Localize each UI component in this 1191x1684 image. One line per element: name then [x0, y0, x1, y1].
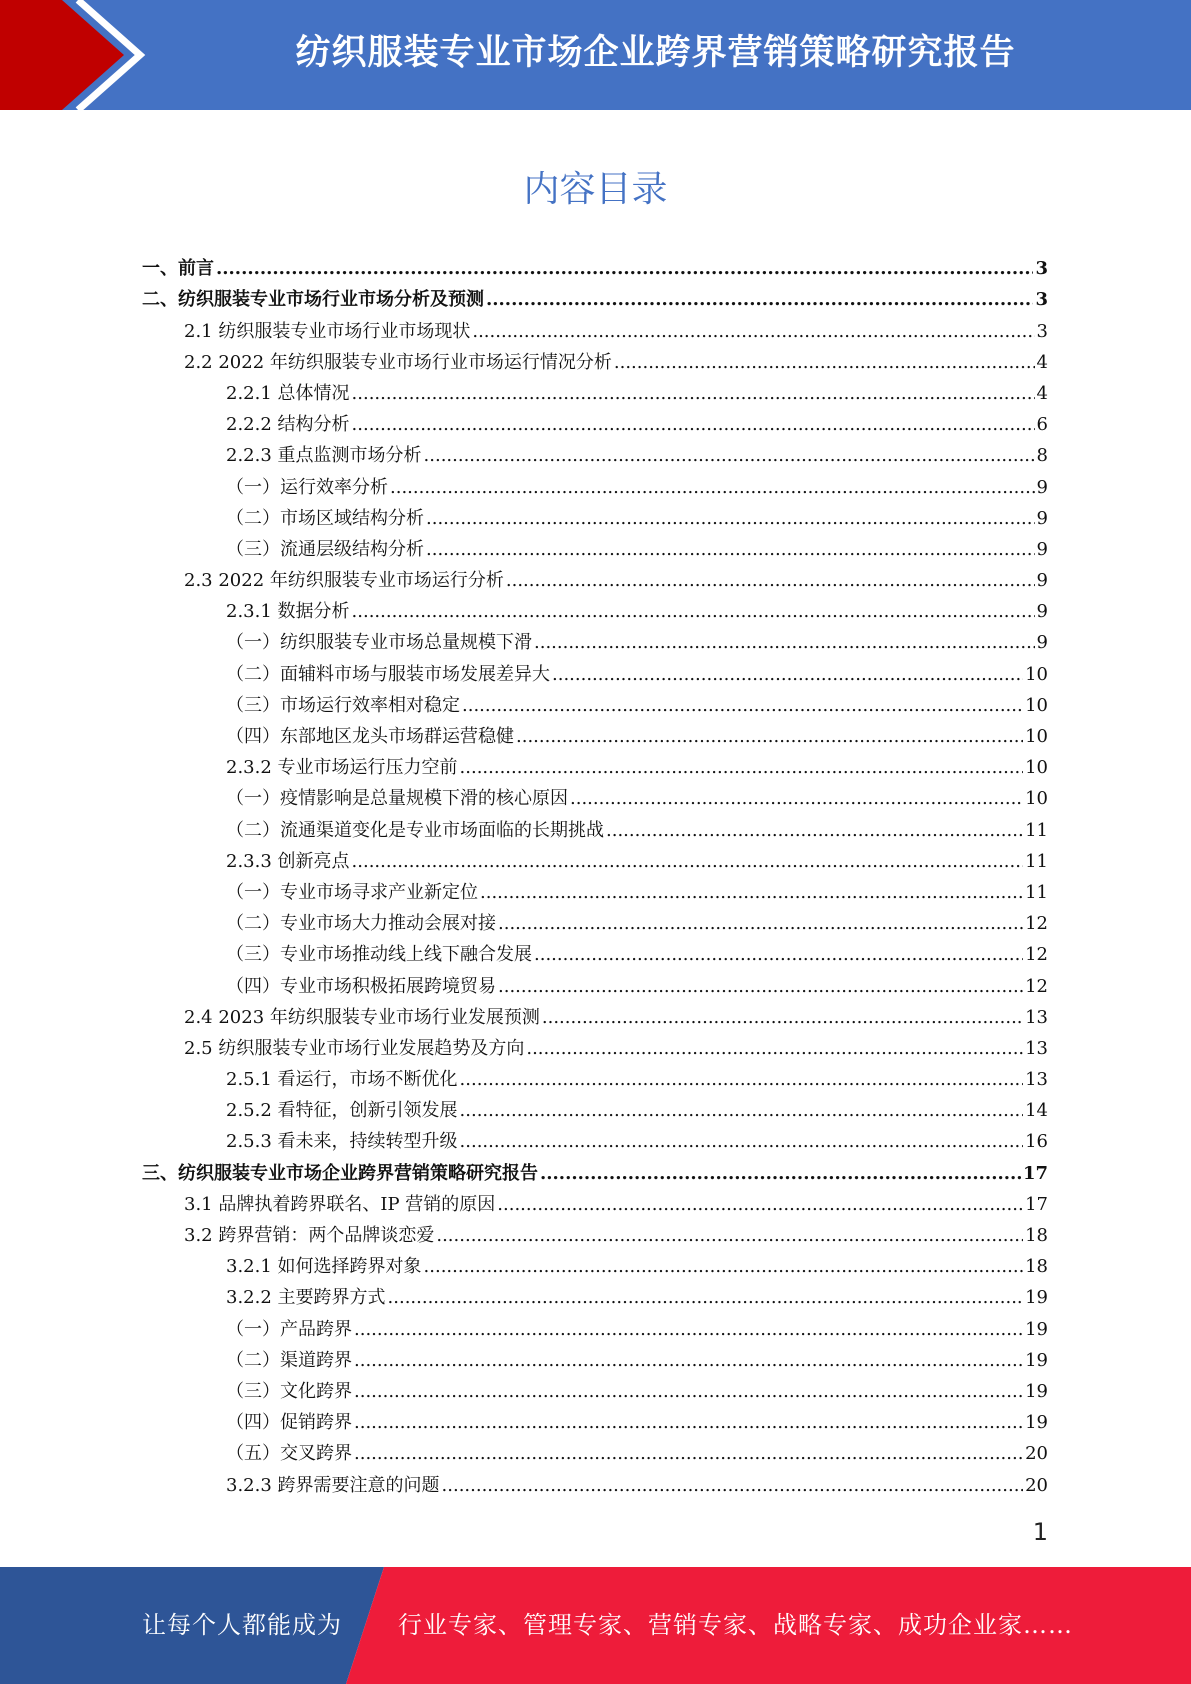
toc-dot-leader [534, 627, 1035, 658]
toc-entry-text: 3.2.1 如何选择跨界对象 [226, 1256, 422, 1278]
toc-entry-page: 3 [1036, 320, 1048, 342]
toc-dot-leader [460, 752, 1024, 783]
toc-entry-text: （三）流通层级结构分析 [226, 538, 424, 560]
toc-dot-leader [388, 1282, 1024, 1313]
toc-entry[interactable] [142, 347, 1048, 378]
toc-entry-text: （二）渠道跨界 [226, 1349, 352, 1371]
toc-entry-page: 14 [1025, 1100, 1048, 1122]
toc-entry[interactable] [142, 1189, 1048, 1220]
toc-dot-leader [424, 440, 1035, 471]
toc-dot-leader [352, 409, 1035, 440]
toc-dot-leader [552, 659, 1023, 690]
toc-entry-text: 三、纺织服装专业市场企业跨界营销策略研究报告 [142, 1162, 538, 1184]
toc-dot-leader [460, 1126, 1024, 1157]
toc-entry[interactable] [142, 315, 1048, 346]
toc-entry-text: 3.1 品牌执着跨界联名、IP 营销的原因 [184, 1193, 496, 1215]
toc-entry[interactable] [142, 1157, 1048, 1188]
toc-entry-text: 2.5.2 看特征，创新引领发展 [226, 1100, 458, 1122]
toc-entry-page: 12 [1025, 913, 1048, 935]
toc-entry[interactable] [142, 1064, 1048, 1095]
toc-entry-page: 10 [1025, 726, 1048, 747]
toc-entry[interactable] [142, 627, 1048, 658]
toc-entry-page: 11 [1025, 819, 1048, 841]
toc-entry-page: 19 [1025, 1380, 1048, 1402]
toc-entry[interactable] [142, 752, 1048, 783]
toc-entry[interactable] [142, 1002, 1048, 1033]
toc-dot-leader [352, 596, 1035, 627]
toc-entry[interactable] [142, 1282, 1048, 1313]
toc-entry-page: 9 [1036, 570, 1048, 592]
toc-entry-text: （三）市场运行效率相对稳定 [226, 694, 460, 716]
toc-entry-page: 4 [1036, 351, 1048, 373]
toc-entry-text: （一）纺织服装专业市场总量规模下滑 [226, 632, 532, 654]
toc-dot-leader [460, 1095, 1024, 1126]
toc-entry[interactable] [142, 440, 1048, 471]
toc-entry-page: 13 [1025, 1006, 1048, 1028]
toc-entry-text: 2.3 2022 年纺织服装专业市场运行分析 [184, 570, 504, 592]
toc-entry-text: 2.2.1 总体情况 [226, 382, 350, 404]
toc-entry-text: （二）市场区域结构分析 [226, 507, 424, 529]
toc-entry-page: 8 [1036, 445, 1048, 467]
toc-dot-leader [614, 347, 1035, 378]
toc-entry-page: 19 [1025, 1318, 1048, 1340]
toc-dot-leader [354, 1314, 1023, 1345]
toc-entry[interactable] [142, 378, 1048, 409]
toc-entry[interactable] [142, 1095, 1048, 1126]
toc-entry-text: 2.3.3 创新亮点 [226, 850, 350, 872]
toc-entry-page: 9 [1036, 507, 1048, 529]
toc-entry-page: 9 [1036, 538, 1048, 560]
toc-dot-leader [516, 721, 1023, 752]
toc-entry-page: 16 [1025, 1131, 1048, 1153]
page-footer-banner [0, 1567, 1191, 1684]
toc-entry-page: 9 [1036, 632, 1048, 654]
toc-entry[interactable] [142, 908, 1048, 939]
toc-entry-text: 2.5 纺织服装专业市场行业发展趋势及方向 [184, 1037, 525, 1059]
toc-entry-page: 18 [1025, 1256, 1048, 1278]
toc-entry-text: 2.2.3 重点监测市场分析 [226, 445, 422, 467]
toc-entry-page: 4 [1036, 382, 1048, 404]
toc-entry[interactable] [142, 814, 1048, 845]
toc-entry[interactable] [142, 565, 1048, 596]
toc-entry[interactable] [142, 284, 1048, 315]
toc-entry-text: 2.1 纺织服装专业市场行业市场现状 [184, 320, 471, 342]
toc-entry-text: 3.2 跨界营销：两个品牌谈恋爱 [184, 1225, 435, 1246]
toc-entry-page: 9 [1036, 601, 1048, 623]
toc-entry[interactable] [142, 1251, 1048, 1282]
toc-entry[interactable] [142, 471, 1048, 502]
toc-entry-text: （四）东部地区龙头市场群运营稳健 [226, 726, 514, 747]
toc-dot-leader [352, 378, 1035, 409]
toc-entry[interactable] [142, 939, 1048, 970]
toc-entry-page: 12 [1025, 944, 1048, 966]
toc-entry[interactable] [142, 690, 1048, 721]
toc-entry-text: （五）交叉跨界 [226, 1443, 352, 1465]
toc-heading: 内容目录 [523, 169, 668, 210]
toc-entry[interactable] [142, 503, 1048, 534]
toc-entry-page: 3 [1035, 289, 1048, 311]
toc-entry-page: 20 [1025, 1474, 1048, 1496]
toc-dot-leader [354, 1438, 1023, 1469]
toc-entry-page: 19 [1025, 1412, 1048, 1434]
toc-dot-leader [442, 1470, 1024, 1501]
toc-dot-leader [540, 1158, 1021, 1189]
toc-entry-text: 2.5.3 看未来，持续转型升级 [226, 1131, 458, 1153]
toc-dot-leader [424, 1251, 1024, 1282]
toc-entry-text: （四）专业市场积极拓展跨境贸易 [226, 975, 496, 997]
toc-entry[interactable] [142, 658, 1048, 689]
toc-dot-leader [352, 846, 1024, 877]
toc-dot-leader [460, 1064, 1024, 1095]
toc-entry-page: 10 [1025, 663, 1048, 685]
toc-entry[interactable] [142, 409, 1048, 440]
toc-entry-page: 9 [1036, 476, 1048, 498]
toc-entry-page: 13 [1025, 1037, 1048, 1059]
toc-entry-page: 17 [1022, 1162, 1048, 1184]
footer-slogan-left: 让每个人都能成为 [142, 1611, 342, 1639]
toc-entry[interactable] [142, 1469, 1048, 1500]
toc-dot-leader [542, 1002, 1023, 1033]
toc-entry-page: 10 [1025, 757, 1048, 779]
toc-entry[interactable] [142, 1313, 1048, 1344]
toc-entry[interactable] [142, 877, 1048, 908]
toc-entry-text: （一）疫情影响是总量规模下滑的核心原因 [226, 788, 568, 810]
toc-entry-text: 2.3.2 专业市场运行压力空前 [226, 757, 458, 779]
toc-dot-leader [480, 877, 1023, 908]
toc-dot-leader [486, 284, 1033, 315]
toc-entry-text: 3.2.3 跨界需要注意的问题 [226, 1474, 440, 1496]
toc-entry-page: 10 [1025, 788, 1048, 810]
toc-dot-leader [498, 971, 1023, 1002]
toc-entry[interactable] [142, 1407, 1048, 1438]
toc-entry-page: 18 [1025, 1225, 1048, 1246]
toc-entry-page: 19 [1025, 1287, 1048, 1309]
toc-entry[interactable] [142, 1126, 1048, 1157]
toc-entry-page: 11 [1025, 881, 1048, 903]
toc-entry-page: 19 [1025, 1349, 1048, 1371]
toc-dot-leader [216, 253, 1033, 284]
toc-dot-leader [462, 690, 1023, 721]
toc-dot-leader [506, 565, 1035, 596]
toc-entry-text: （一）运行效率分析 [226, 476, 388, 498]
toc-entry[interactable] [142, 1438, 1048, 1469]
footer-slogan-right: 行业专家、管理专家、营销专家、战略专家、成功企业家…… [398, 1611, 1073, 1639]
toc-dot-leader [390, 472, 1035, 503]
toc-entry-page: 12 [1025, 975, 1048, 997]
toc-dot-leader [498, 908, 1023, 939]
toc-entry-page: 20 [1025, 1443, 1048, 1465]
toc-dot-leader [606, 815, 1023, 846]
toc-entry-text: 2.2 2022 年纺织服装专业市场行业市场运行情况分析 [184, 351, 612, 373]
toc-entry-text: 2.5.1 看运行，市场不断优化 [226, 1069, 458, 1091]
toc-entry-text: 二、纺织服装专业市场行业市场分析及预测 [142, 289, 484, 311]
toc-dot-leader [570, 783, 1023, 814]
toc-dot-leader [472, 316, 1034, 347]
toc-dot-leader [497, 1189, 1023, 1220]
page-header-banner [0, 0, 1191, 110]
toc-entry[interactable] [142, 1345, 1048, 1376]
toc-entry-page: 3 [1035, 258, 1048, 280]
toc-dot-leader [354, 1376, 1023, 1407]
toc-entry-page: 10 [1025, 694, 1048, 716]
toc-entry-text: （一）专业市场寻求产业新定位 [226, 881, 478, 903]
toc-entry[interactable] [142, 721, 1048, 752]
toc-entry[interactable] [142, 1033, 1048, 1064]
toc-entry-text: 2.4 2023 年纺织服装专业市场行业发展预测 [184, 1006, 540, 1028]
toc-dot-leader [354, 1345, 1023, 1376]
page-number: 1 [1032, 1518, 1048, 1546]
toc-entry-text: （二）专业市场大力推动会展对接 [226, 913, 496, 935]
toc-dot-leader [426, 534, 1035, 565]
toc-entry[interactable] [142, 596, 1048, 627]
toc-entry-text: （一）产品跨界 [226, 1318, 352, 1340]
toc-entry[interactable] [142, 783, 1048, 814]
table-of-contents [142, 253, 1048, 1501]
toc-dot-leader [354, 1407, 1023, 1438]
toc-entry-text: 3.2.2 主要跨界方式 [226, 1287, 386, 1309]
toc-entry-text: 2.2.2 结构分析 [226, 414, 350, 436]
toc-entry-page: 6 [1036, 414, 1048, 436]
toc-entry[interactable] [142, 1376, 1048, 1407]
toc-entry-text: （三）专业市场推动线上线下融合发展 [226, 944, 532, 966]
toc-entry[interactable] [142, 1220, 1048, 1251]
toc-dot-leader [526, 1033, 1023, 1064]
toc-entry-text: （三）文化跨界 [226, 1380, 352, 1402]
report-title: 纺织服装专业市场企业跨界营销策略研究报告 [295, 33, 1016, 73]
toc-entry-text: （四）促销跨界 [226, 1412, 352, 1434]
toc-entry[interactable] [142, 534, 1048, 565]
toc-entry-page: 11 [1025, 850, 1048, 872]
toc-entry-page: 17 [1025, 1193, 1048, 1215]
toc-entry-text: （二）流通渠道变化是专业市场面临的长期挑战 [226, 819, 604, 841]
toc-entry-text: 2.3.1 数据分析 [226, 601, 350, 623]
toc-entry-page: 13 [1025, 1069, 1048, 1091]
toc-dot-leader [426, 503, 1035, 534]
red-chevron-icon [0, 0, 150, 110]
toc-dot-leader [436, 1220, 1023, 1251]
toc-entry-text: 一、前言 [142, 258, 214, 280]
toc-dot-leader [534, 939, 1023, 970]
toc-entry[interactable] [142, 253, 1048, 284]
toc-entry[interactable] [142, 846, 1048, 877]
toc-entry[interactable] [142, 970, 1048, 1001]
toc-entry-text: （二）面辅料市场与服装市场发展差异大 [226, 663, 550, 685]
